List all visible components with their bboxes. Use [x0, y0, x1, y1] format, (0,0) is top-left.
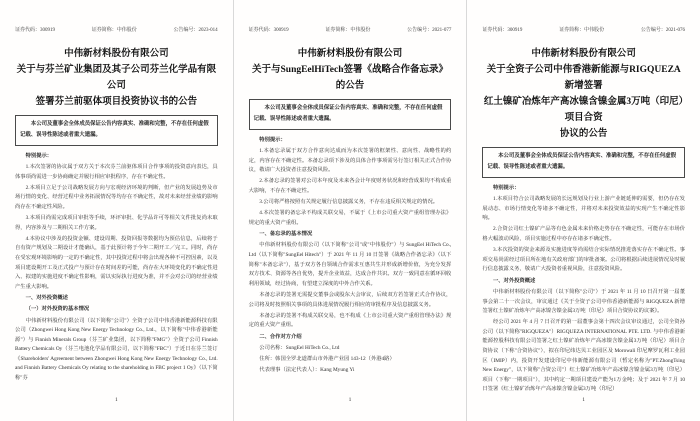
- body-text: [249, 136, 452, 376]
- securities-meta-row: [249, 26, 452, 33]
- page-number: 1: [114, 397, 118, 403]
- body-paragraph: 3.本次投资的资金来源及实施进度等尚需结合实际情况推进落实存在不确定性。事项交易尚需经过项目所在地有关政府部门的审批备案。公司将根据后续进展情况及时履行信息披露义务，敬请广大投资者重视风险，注意投资风险。: [482, 247, 686, 273]
- body-text: [482, 184, 685, 395]
- title-line: 签署芬兰前驱体项目投资协议书的公告: [35, 97, 198, 107]
- announcement-page-finland: [0, 0, 233, 421]
- body-text: [15, 152, 218, 384]
- page-number: 1: [582, 397, 586, 403]
- announcement-title: [249, 46, 452, 94]
- stock-code: 证券代码：300919: [482, 28, 523, 33]
- body-paragraph: 3.本项目尚需完成项目审批等手续，环评审批、化学品许可等相关文件批复尚未取得，内容涉及与二期相关工作方案。: [15, 215, 218, 231]
- body-paragraph: 代表理事（法定代表人）：Kang Myung Yi: [259, 367, 355, 374]
- stock-code: 证券代码：300919: [248, 28, 289, 33]
- body-paragraph: 2.本项目立足于公司战略发展方向与宏观经济环境的判断，但产业的发展趋势及市场行情的变化、经营过程中业务拓展情况等均存在不确定性，故对未来经营业绩的影响尚存在不确定性风险。: [15, 184, 218, 210]
- body-paragraph: 公司名称：SungEel HiTech Co., Ltd: [259, 344, 340, 351]
- body-paragraph: 4.本次签署的备忘录不构成关联交易，不属于《上市公司重大资产重组管理办法》规定的重大资产重组。: [248, 210, 452, 226]
- disclaimer-box: 本公司及董事会全体成员保证公告内容真实、准确和完整，不存在任何虚假记载、误导性陈述或者重大遗漏。: [15, 115, 218, 146]
- section-heading: 一、备忘录的基本情况: [259, 231, 313, 238]
- body-paragraph: 本备忘录的签署不构成关联交易，也不构成《上市公司重大资产重组管理办法》规定的重大资产重组。: [248, 312, 452, 329]
- body-paragraph: 经公司 2021 年 4 月 7 日召开的第一届董事会第十四次会议审议通过，公司全资孙公司（以下简称"RIGQUEZA"）RIGQUEZA INTERNATIONAL PTE. LTD. 与中伟香港新能源控股科技有限公司签署之红土镍矿冶炼年产高冰镍含镍金属3万吨（印尼）项目合资协议（下称"合资协议"），拟在印尼纬达贝工业园区及 Morowali 印尼摩罗瓦利工业园区（IMIP）内，投资开发建设印尼中伟新能源有限公司（暂定名称为"PT.ZhongTsing New Energy"，以下简称"合资公司"）红土镍矿冶炼年产高冰镍含镍金属3万吨（印尼）项目（下称"一期项目"），其中约定一期项目建设产能为1万金吨；及于 2021 年 7 月 10 日签署《红土镍矿冶炼年产高冰镍含镍金属3万吨（印尼）: [482, 319, 686, 393]
- body-paragraph: 中伟新材料股份有限公司（以下简称"公司"）于 2021 年 11 月 10 日召开第一届董事会第二十一次会议，审议通过《关于全资子公司中伟香港新能源与 RIGQUEZA 新增签署红土镍矿冶炼年产高冰镍含镍金属3万吨（印尼）项目合资协议的议案》。: [482, 288, 686, 315]
- title-line: 中伟新材料股份有限公司: [64, 49, 169, 59]
- title-line: 关于与芬兰矿业集团及其子公司芬兰化学品有限公司: [16, 65, 217, 91]
- securities-meta-row: [15, 26, 218, 33]
- body-paragraph: 4.本协议中涉及的投资金额、建设周期、投资回报等数据均为预估信息，后续将于自有资产规划及二期设计才能确认，基于此预计将于今年二期开工／完工。同时，尚存在受宏观环境影响的一定的不确定性，其中投资过程中将会出现各种不可控因素，以及项目建设期开工及正式投产与预计存在时间差的可能，尚存在大环境变化的不确定性进入、拟建的实施进度不确定性影响，需以实际执行进度为准，并不会对公司的经营业绩产生重大影响。: [15, 235, 218, 290]
- body-paragraph: 中伟新材料股份有限公司（以下简称"公司"或"中伟股份"）与 SungEel HiTech Co., Ltd（以下简称"SungEel Hitech"）于 2021 年 11 月 10 日签署《战略合作备忘录》（以下简称"本备忘录"），基于双方各自领域合作需求互惠共生并形成新增价值，为充分发挥双方技术、资源等各自优势，提升企业效益，达成合作共识。双方一致同意在循环回收利用领域，经过协商，有望建立深度的中外合作关系。: [248, 242, 452, 287]
- stock-abbr: 证券简称：中伟股份: [91, 28, 137, 33]
- stock-code: 证券代码：300919: [15, 28, 56, 33]
- title-line: 中伟新材料股份有限公司: [531, 49, 636, 59]
- special-note-label: 特别提示：: [492, 185, 520, 191]
- page-number: 1: [348, 397, 352, 403]
- section-heading: 二、合作对方介绍: [259, 333, 302, 340]
- body-paragraph: 中伟新材料股份有限公司（以下简称"公司"）全资子公司中伟香港新能源科技有限公司（Zhongwei Hong Kong New Energy Technology Co., Ltd.，以下简称"中伟香港新能源"）与 Finnish Minerals Group（芬兰矿业集团，以下简称"FMG"）全资子公司 Finnish Battery Chemicals Oy（芬兰电池化学品有限公司，以下简称"FBC"）于近日在芬兰签订《Shareholders' Agreement between Zhongwei Hong Kong New Energy Technology Co., Ltd. and Finnish Battery Chemicals Oy relating to the shareholding in FBC project 1 Oy》（以下简称"芬: [15, 317, 218, 382]
- special-note-label: 特别提示：: [259, 137, 286, 143]
- disclaimer-box: 本公司及董事会全体成员保证公告内容真实、准确和完整，不存在任何虚假记载、误导性陈述或者重大遗漏。: [249, 99, 452, 130]
- body-paragraph: 本备忘录的签署无需提交董事会或股东大会审议，后续双方若签署正式合作协议，公司将及时按照相关事项的具体进展情况履行相应的审批程序及信息披露义务。: [248, 291, 452, 308]
- announcement-title: [15, 46, 218, 110]
- title-line: 协议的公告: [559, 129, 608, 139]
- body-paragraph: 2.本备忘录的签署对公司本年度及未来各会计年度财务状况和经营成果均不构成重大影响，不存在不确定性。: [248, 178, 452, 194]
- announcement-page-rigqueza: [467, 0, 700, 421]
- title-line: 红土镍矿冶炼年产高冰镍含镍金属3万吨（印尼）项目合资: [483, 97, 684, 123]
- announcement-page-sungeel: [234, 0, 467, 421]
- body-paragraph: 1.本次签署的协议属于双方关于本次芬兰前驱体项目合作事项的投资意向表达，具体事项尚需进一步协商确定并履行相应审批程序，存在不确定性。: [15, 164, 218, 180]
- title-line: 中伟新材料股份有限公司: [297, 49, 403, 59]
- special-note-label: 特别提示：: [25, 153, 53, 159]
- announcement-no: 公告编号：2023-014: [173, 28, 218, 33]
- securities-meta-row: [482, 26, 685, 33]
- title-line: 关于与SungEelHiTech签署《战略合作备忘录》的公告: [252, 65, 449, 91]
- announcement-title: [482, 46, 685, 142]
- section-heading: 一、对外投资概述: [25, 295, 68, 302]
- body-paragraph: 1.本项目符合公司战略发展的长远规划及行业上游产业链延伸的需要，但仍存在发展动态、市场行情变化等诸多不确定性，并将对未来投资效益的实现产生不确定性影响。: [482, 196, 686, 222]
- stock-abbr: 证券简称：中伟股份: [325, 28, 371, 33]
- stock-abbr: 证券简称：中伟股份: [559, 28, 605, 33]
- announcement-no: 公告编号：2021-077: [407, 28, 452, 33]
- body-paragraph: 2.合资公司红土镍矿产品等有色金属未来价格走势存在不确定性，可能存在市场价格大幅波动风险，项目实施过程中亦存在诸多不确定性。: [482, 226, 686, 242]
- title-line: 关于全资子公司中伟香港新能源与RIGQUEZA新增签署: [486, 65, 681, 91]
- section-heading: 一、对外投资概述: [492, 277, 536, 284]
- announcement-no: 公告编号：2021-076: [640, 28, 686, 33]
- body-paragraph: 住所：韩国全罗北道群山市外港产业园 143-12（外港4路）: [259, 355, 395, 362]
- section-heading: （一）对外投资的基本情况: [25, 306, 90, 313]
- body-paragraph: 1.本备忘录属于双方合作意向达成而为本次签署的框架性、意向性、战略性的约定，内容存在不确定性。本备忘录项下涉及的具体合作事项需另行签订相关正式合作协议，敬请广大投资者注意投资风险。: [248, 148, 452, 174]
- disclaimer-box: 本公司及董事会全体成员保证公告内容真实、准确和完整，不存在任何虚假记载、误导性陈述或者重大遗漏。: [482, 147, 685, 178]
- body-paragraph: 3.公司将严格按照有关规定履行信息披露义务，不存在违反相关规定的情况。: [259, 199, 439, 206]
